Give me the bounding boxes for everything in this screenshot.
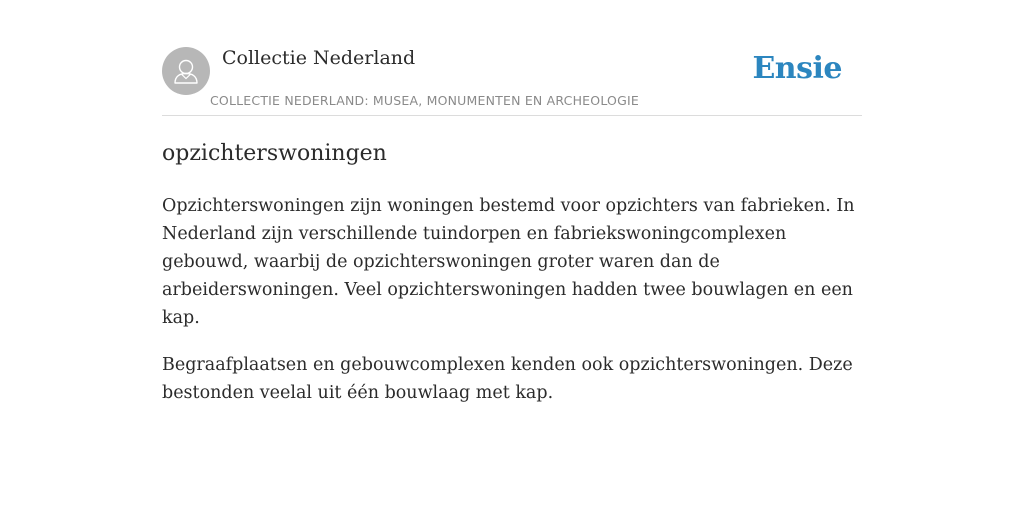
ensie-logo[interactable]: Ensie [752, 51, 842, 86]
article-paragraph: Opzichterswoningen zijn woningen bestemd voor opzichters van fabrieken. In Nederland zijn verschillende tuindorpen en fabriekswoningcomplexen gebouwd, waarbij de opzichterswoningen groter waren dan de arbeiderswoningen. Veel opzichterswoningen hadden twee bouwlagen en een kap. [162, 196, 855, 328]
avatar[interactable] [162, 47, 210, 95]
page-title: opzichterswoningen [162, 141, 387, 166]
article-paragraph: Begraafplaatsen en gebouwcomplexen kenden ook opzichterswoningen. Deze bestonden veelal uit één bouwlaag met kap. [162, 355, 853, 403]
article-body [162, 192, 862, 426]
author-name[interactable]: Collectie Nederland [222, 47, 416, 69]
page-container [162, 0, 862, 403]
header [162, 0, 862, 116]
user-icon [162, 47, 210, 95]
author-subtitle: COLLECTIE NEDERLAND: MUSEA, MONUMENTEN EN ARCHEOLOGIE [210, 93, 639, 108]
